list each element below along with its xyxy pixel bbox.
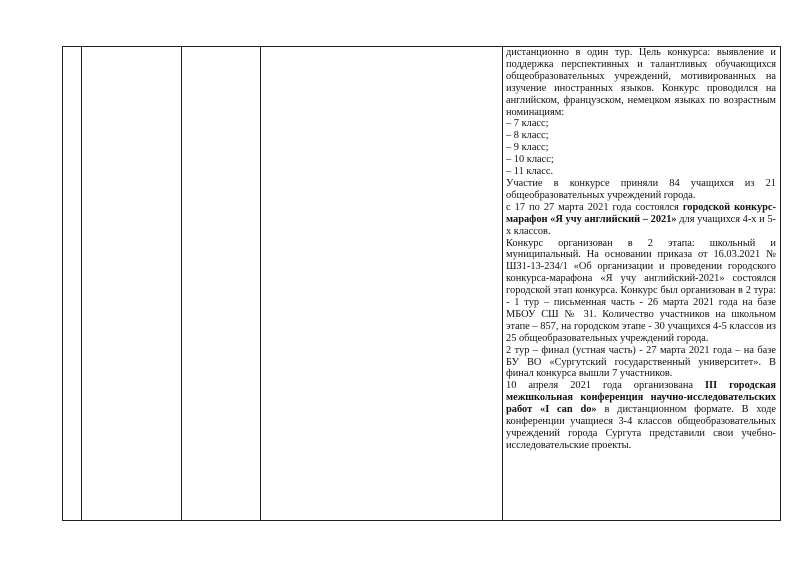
column-border-4	[260, 46, 261, 521]
paragraph-final: 2 тур – финал (устная часть) - 27 марта 2021 года – на базе БУ ВО «Сургутский государственный университет». В финал конкурса вышли 7 участников.	[506, 344, 776, 380]
paragraph-contest-goal: дистанционно в один тур. Цель конкурса: выявление и поддержка перспективных и талантливых обучающихся общеобразовательных учреждений, мотивированных на изучение иностранных языков. Конкурс проводился на английском, французском, немецком языках по возрастным номинациям:	[506, 47, 776, 118]
marathon-text-post: для учащихся 4-х и 5-х классов.	[506, 213, 776, 237]
column-border-2	[81, 46, 82, 521]
paragraph-participants: Участие в конкурсе приняли 84 учащихся из 21 общеобразовательных учреждений города.	[506, 177, 776, 201]
conference-text-pre: 10 апреля 2021 года организована	[506, 380, 705, 392]
conference-title: III городская межшкольная конференция научно-исследовательских работ «I can do»	[506, 380, 776, 416]
list-item-grade-7: – 7 класс;	[506, 118, 549, 130]
conference-text-post: в дистанционном формате. В ходе конференции учащиеся 3-4 классов общеобразовательных учреждений города Сургута представили свои учебно-исследовательские проекты.	[506, 404, 776, 451]
list-item-grade-9: – 9 класс;	[506, 142, 549, 154]
description-cell	[506, 47, 776, 517]
paragraph-conference	[506, 380, 776, 451]
column-border-1	[62, 46, 63, 521]
column-border-5	[502, 46, 503, 521]
list-item-grade-8: – 8 класс;	[506, 130, 549, 142]
list-item-grade-10: – 10 класс;	[506, 154, 554, 166]
list-item-grade-11: – 11 класс.	[506, 166, 554, 178]
column-border-3	[181, 46, 182, 521]
column-border-6	[780, 46, 781, 521]
table-bottom-border	[62, 520, 781, 521]
marathon-title: городской конкурс-марафон «Я учу английский – 2021»	[506, 201, 776, 225]
paragraph-marathon	[506, 202, 776, 238]
report-table	[62, 46, 781, 521]
paragraph-stages: Конкурс организован в 2 этапа: школьный и муниципальный. На основании приказа от 16.03.2021 № ШЗ1-13-234/1 «Об организации и проведении городского конкурса-марафона «Я учу английский-2021» состоялся городской этап конкурса. Конкурс был организован в 2 тура: - 1 тур – письменная часть - 26 марта 2021 года на базе МБОУ СШ № 31. Количество участников на школьном этапе – 857, на городском этапе - 30 учащихся 4-5 классов из 25 общеобразовательных учреждений города.	[506, 237, 776, 344]
marathon-text-pre: с 17 по 27 марта 2021 года состоялся	[506, 201, 683, 213]
